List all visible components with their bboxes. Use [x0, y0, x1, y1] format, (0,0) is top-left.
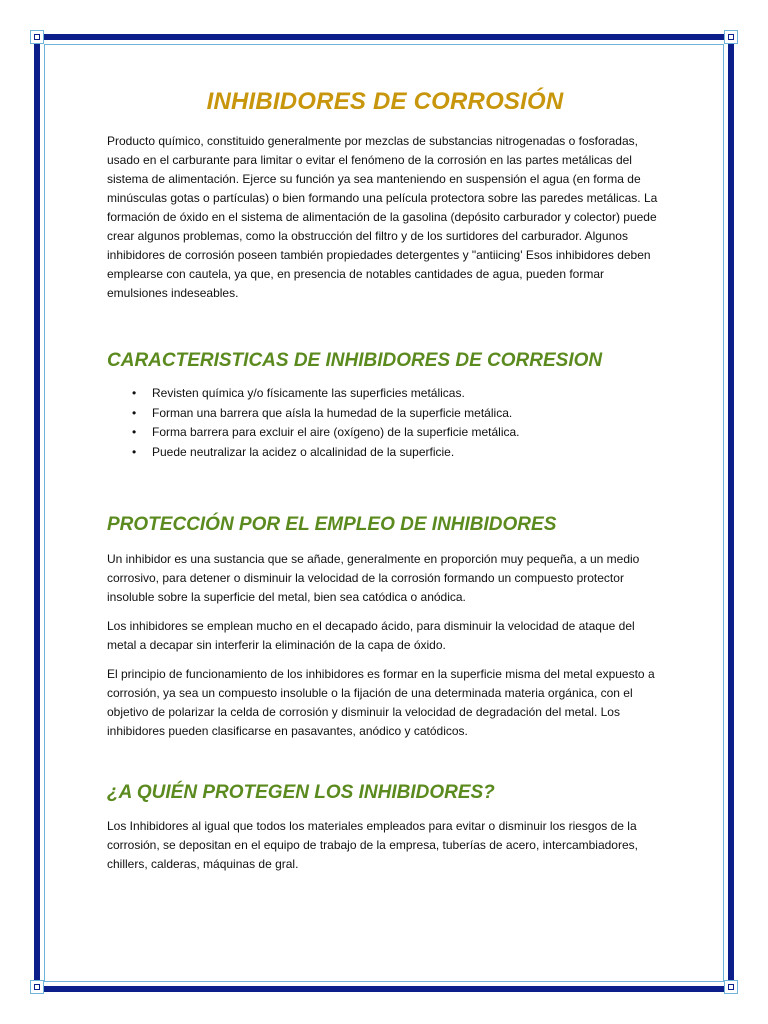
border-corner-top-left [30, 30, 44, 44]
list-item: • Forma barrera para excluir el aire (oxígeno) de la superficie metálica. [152, 423, 663, 443]
border-corner-bottom-left [30, 980, 44, 994]
characteristics-list [107, 384, 663, 462]
protection-paragraph: El principio de funcionamiento de los inhibidores es formar en la superficie misma del metal expuesto a corrosión, ya sea un compuesto insoluble o la fijación de una determinada materia orgánica, con el objetivo de polarizar la celda de corrosión y disminuir la velocidad de degradación del metal. Los inhibidores pueden clasificarse en pasavantes, anódico y catódicos. [107, 667, 655, 738]
list-item: • Revisten química y/o físicamente las superficies metálicas. [152, 384, 663, 404]
intro-paragraph: Producto químico, constituido generalmente por mezclas de substancias nitrogenadas o fosforadas, usado en el carburante para limitar o evitar el fenómeno de la corrosión en las partes metálicas del sistema de alimentación. Ejerce su función ya sea manteniendo en suspensión el agua (en forma de minúsculas gotas o partículas) o bien formando una película protectora sobre las paredes metálicas. La formación de óxido en el sistema de alimentación de la gasolina (depósito carburador y colector) puede crear algunos problemas, como la obstrucción del filtro y de los surtidores del carburador. Algunos inhibidores de corrosión poseen también propiedades detergentes y "antiicing' Esos inhibidores deben emplearse con cautela, ya que, en presencia de notables cantidades de agua, pueden formar emulsiones indeseables. [107, 134, 658, 300]
section-heading-who-protects: ¿A QUIÉN PROTEGEN LOS INHIBIDORES? [107, 782, 495, 803]
section-heading-protection: PROTECCIÓN POR EL EMPLEO DE INHIBIDORES [107, 514, 557, 535]
protection-paragraph: Los inhibidores se emplean mucho en el decapado ácido, para disminuir la velocidad de ataque del metal a decapar sin interferir la eliminación de la capa de óxido. [107, 619, 635, 652]
border-corner-top-right [724, 30, 738, 44]
protection-paragraph: Un inhibidor es una sustancia que se añade, generalmente en proporción muy pequeña, a un medio corrosivo, para detener o disminuir la velocidad de la corrosión formando un compuesto protector insoluble sobre la superficie del metal, bien sea catódica o anódica. [107, 552, 640, 604]
section-heading-characteristics: CARACTERISTICAS DE INHIBIDORES DE CORRESION [107, 350, 603, 371]
who-protects-paragraph: Los Inhibidores al igual que todos los materiales empleados para evitar o disminuir los riesgos de la corrosión, se depositan en el equipo de trabajo de la empresa, tuberías de acero, intercambiadores, chillers, calderas, máquinas de gral. [107, 819, 638, 871]
document-body [107, 88, 663, 874]
border-corner-bottom-right [724, 980, 738, 994]
list-item: • Forman una barrera que aísla la humedad de la superficie metálica. [152, 404, 663, 424]
page-title: INHIBIDORES DE CORROSIÓN [206, 88, 564, 115]
list-item: • Puede neutralizar la acidez o alcalinidad de la superficie. [152, 443, 663, 463]
